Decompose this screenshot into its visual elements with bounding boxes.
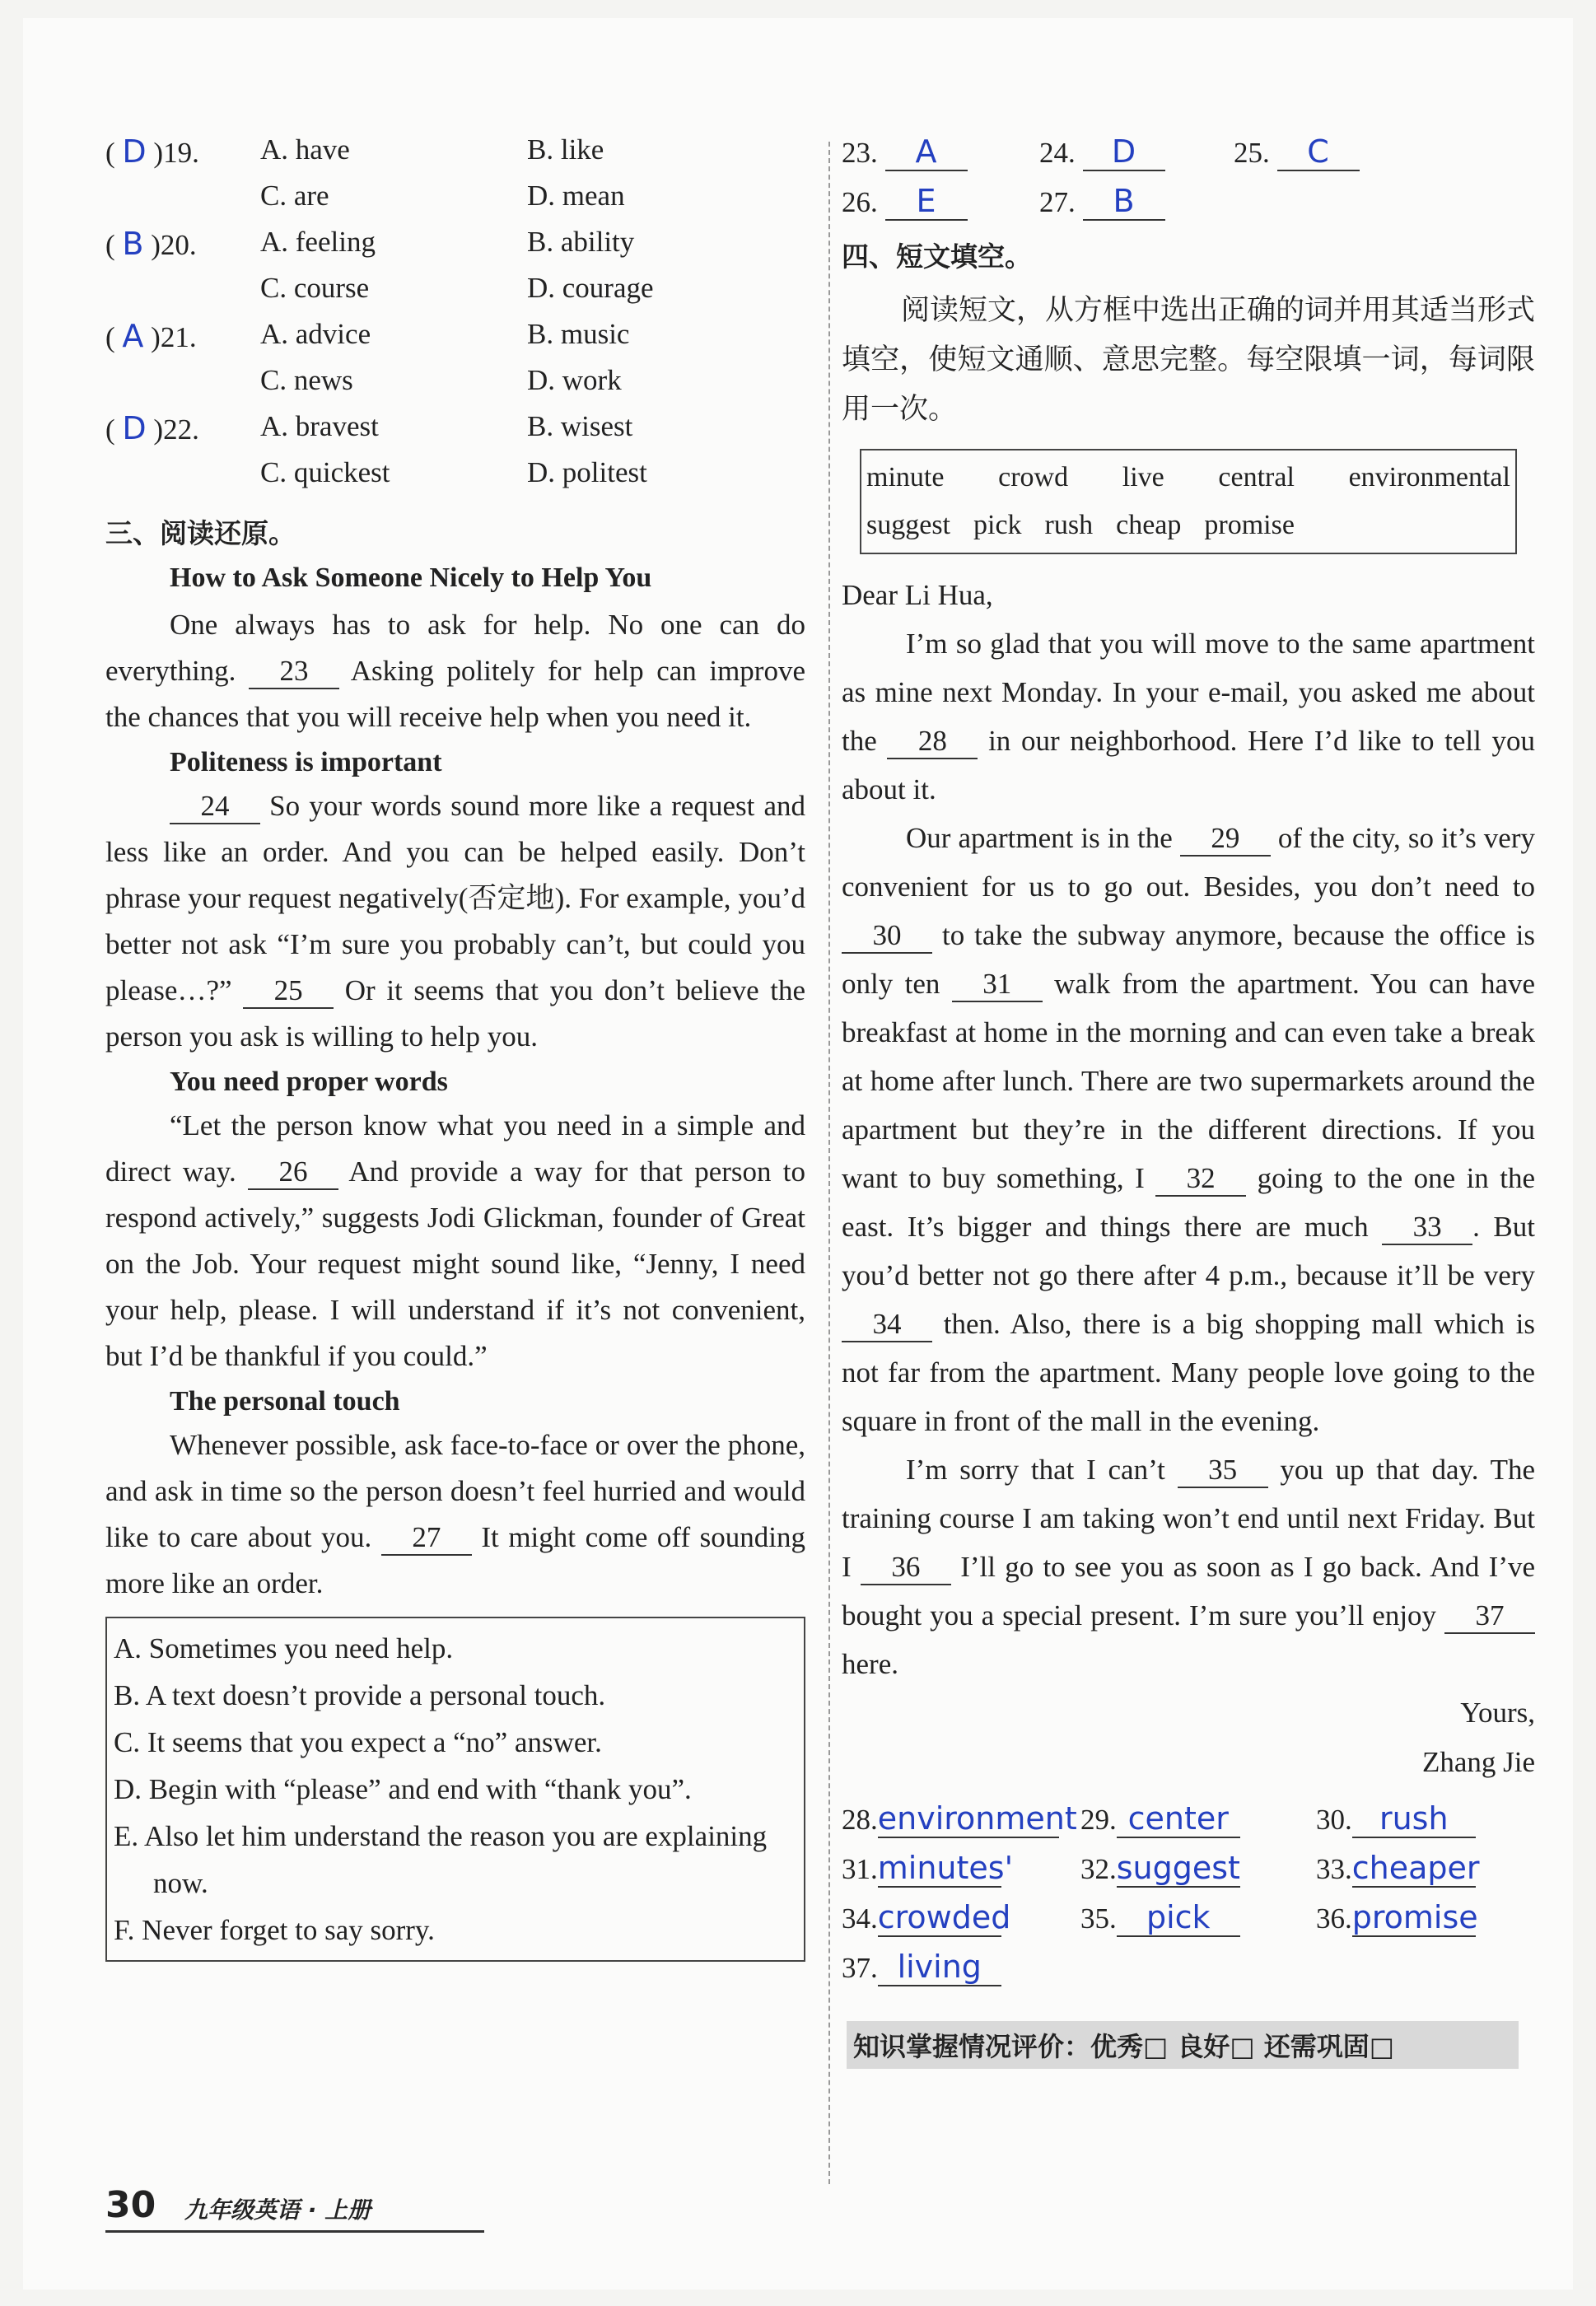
subheading: Politeness is important bbox=[170, 747, 442, 777]
mcq-block bbox=[105, 133, 805, 502]
answer-36: promise bbox=[1351, 1899, 1478, 1935]
mcq-row bbox=[105, 180, 805, 226]
option: B. music bbox=[527, 318, 630, 350]
option: A. feeling bbox=[260, 226, 376, 258]
option: C. course bbox=[260, 272, 370, 304]
answer-26: E bbox=[885, 183, 968, 221]
word: pick bbox=[973, 510, 1022, 540]
blank-28: 28 bbox=[887, 725, 978, 759]
mcq-row: ( D )22. A. bravest B. wisest bbox=[105, 410, 633, 446]
mcq-answer: D bbox=[122, 410, 147, 446]
mcq-row bbox=[105, 364, 805, 410]
option-item: C. It seems that you expect a “no” answer. bbox=[114, 1726, 602, 1758]
word: rush bbox=[1044, 510, 1094, 540]
option: D. courage bbox=[527, 272, 654, 304]
option-item: B. A text doesn’t provide a personal touch. bbox=[114, 1679, 606, 1711]
right-column bbox=[842, 133, 1535, 2069]
section-heading: 三、阅读还原。 bbox=[105, 517, 296, 549]
blank-36: 36 bbox=[861, 1551, 951, 1585]
paragraph: “Let the person know what you need in a simple and direct way. 26 And provide a way for that person to respond actively,” suggests Jodi Glickman, founder of Great on the Job. Your request might sound like, “Jenny, I need your help, please. I will understand if it’s not convenient, but I’d be thankful if you could.” bbox=[105, 1109, 805, 1372]
answer-23: A bbox=[885, 133, 968, 171]
word: minute bbox=[866, 462, 945, 492]
answers-section4: 28.environment 29. center 30. rush 31.minutes' 32.suggest 33.cheaper 34.crowded 35. pick 36.promise 37. living bbox=[842, 1800, 1480, 1985]
answer-37: living bbox=[878, 1949, 1001, 1986]
blank-37: 37 bbox=[1444, 1599, 1535, 1634]
word: promise bbox=[1204, 510, 1295, 540]
options-box bbox=[105, 1617, 805, 1962]
footer-rule bbox=[105, 2230, 484, 2233]
blank-34: 34 bbox=[842, 1308, 932, 1342]
option: C. quickest bbox=[260, 456, 390, 488]
blank-26: 26 bbox=[248, 1155, 338, 1190]
word: crowd bbox=[998, 462, 1069, 492]
mcq-row: ( A )21. A. advice B. music bbox=[105, 318, 630, 354]
paragraph: I’m sorry that I can’t 35 you up that day. The training course I am taking won’t end until next Friday. But I 36 I’ll go to see you as soon as I go back. And I’ve bought you a special present. I’m sure you’ll enjoy 37 here. bbox=[842, 1454, 1536, 1680]
instructions: 阅读短文，从方框中选出正确的词并用其适当形式填空，使短文通顺、意思完整。每空限填一词，每词限用一次。 bbox=[842, 294, 1536, 426]
answers-section3: 23. A 24. D 25. C 26. E 27. B bbox=[842, 133, 1535, 232]
paragraph: I’m so glad that you will move to the same apartment as mine next Monday. In your e-mail, you asked me about the 28 in our neighborhood. Here I’d like to tell you about it. bbox=[842, 628, 1536, 805]
left-column bbox=[105, 133, 805, 1962]
answer-33: cheaper bbox=[1351, 1850, 1480, 1886]
word: cheap bbox=[1116, 510, 1182, 540]
word: suggest bbox=[866, 510, 950, 540]
answer-25: C bbox=[1277, 133, 1360, 171]
answer-24: D bbox=[1083, 133, 1165, 171]
self-evaluation-bar: 知识掌握情况评价：优秀□ 良好□ 还需巩固□ bbox=[847, 2021, 1519, 2069]
blank-30: 30 bbox=[842, 919, 932, 954]
option: A. advice bbox=[260, 318, 371, 350]
passage-title: How to Ask Someone Nicely to Help You bbox=[170, 562, 652, 593]
word: environmental bbox=[1348, 462, 1510, 492]
answer-34: crowded bbox=[877, 1899, 1011, 1935]
option-item: F. Never forget to say sorry. bbox=[114, 1914, 435, 1946]
option-item: A. Sometimes you need help. bbox=[114, 1632, 454, 1664]
mcq-row bbox=[105, 456, 805, 502]
paragraph: Whenever possible, ask face-to-face or over the phone, and ask in time so the person doesn’t feel hurried and would like to care about you. 27 It might come off sounding more like an order. bbox=[105, 1429, 806, 1599]
option: C. are bbox=[260, 180, 329, 212]
mcq-answer: A bbox=[122, 318, 144, 354]
blank-27: 27 bbox=[381, 1521, 472, 1556]
answer-35: pick bbox=[1117, 1899, 1240, 1937]
option: C. news bbox=[260, 364, 353, 396]
greeting: Dear Li Hua, bbox=[842, 579, 993, 611]
signature: Zhang Jie bbox=[1421, 1746, 1535, 1778]
answer-28: environment bbox=[877, 1800, 1077, 1837]
blank-33: 33 bbox=[1382, 1211, 1472, 1245]
option: A. have bbox=[260, 133, 350, 166]
blank-23: 23 bbox=[249, 655, 339, 689]
option-item: D. Begin with “please” and end with “thank you”. bbox=[114, 1773, 692, 1805]
option-item: E. Also let him understand the reason you are explaining now. bbox=[114, 1820, 768, 1899]
word-box bbox=[860, 449, 1517, 554]
word: live bbox=[1122, 462, 1164, 492]
paragraph: One always has to ask for help. No one can do everything. 23 Asking politely for help can improve the chances that you will receive help when you need it. bbox=[105, 609, 805, 733]
blank-29: 29 bbox=[1180, 822, 1271, 857]
subheading: You need proper words bbox=[170, 1067, 448, 1097]
option: D. politest bbox=[527, 456, 647, 488]
mcq-answer: B bbox=[122, 226, 144, 262]
answer-29: center bbox=[1117, 1800, 1240, 1838]
letter bbox=[842, 571, 1535, 1787]
blank-32: 32 bbox=[1155, 1162, 1246, 1197]
blank-31: 31 bbox=[952, 968, 1043, 1002]
mcq-row: ( B )20. A. feeling B. ability bbox=[105, 226, 635, 262]
closing: Yours, bbox=[1460, 1697, 1535, 1729]
mcq-answer: D bbox=[122, 133, 147, 170]
blank-24: 24 bbox=[170, 790, 260, 824]
word: central bbox=[1218, 462, 1295, 492]
answer-31: minutes' bbox=[877, 1850, 1014, 1886]
option: D. mean bbox=[527, 180, 625, 212]
option: D. work bbox=[527, 364, 622, 396]
answer-32: suggest bbox=[1116, 1850, 1240, 1886]
option: B. wisest bbox=[527, 410, 633, 442]
option: B. ability bbox=[527, 226, 635, 258]
mcq-row: ( D )19. A. have B. like bbox=[105, 133, 604, 170]
page-number: 30 bbox=[105, 2184, 156, 2226]
subheading: The personal touch bbox=[170, 1386, 400, 1417]
paragraph: 24 So your words sound more like a request and less like an order. And you can be helped easily. Don’t phrase your request negatively(否定地). For example, you’d better not ask “I’m sure you probably can’t, but could you please…?” 25 Or it seems that you don’t believe the person you ask is willing to help you. bbox=[105, 790, 806, 1053]
answer-30: rush bbox=[1352, 1800, 1476, 1838]
column-divider bbox=[828, 142, 830, 2184]
option: B. like bbox=[527, 133, 604, 166]
paragraph: Our apartment is in the 29 of the city, so it’s very convenient for us to go out. Besides, you don’t need to 30 to take the subway anymore, because the office is only ten 31 walk from the apartment. You can have breakfast at home in the morning and can even take a break at home after lunch. There are two supermarkets around the apartment but they’re in the different directions. If you want to buy something, I 32 going to the one in the east. It’s bigger and things there are much 33 . But you’d better not go there after 4 p.m., because it’ll be very 34 then. Also, there is a big shopping mall which is not far from the apartment. Many people love going to the square in front of the mall in the evening. bbox=[842, 822, 1536, 1437]
option: A. bravest bbox=[260, 410, 379, 442]
blank-25: 25 bbox=[243, 974, 334, 1009]
workbook-page bbox=[23, 18, 1573, 2290]
answer-27: B bbox=[1083, 183, 1165, 221]
blank-35: 35 bbox=[1178, 1454, 1268, 1488]
section-heading: 四、短文填空。 bbox=[842, 240, 1032, 273]
page-footer bbox=[105, 2184, 484, 2234]
book-label: 九年级英语 · 上册 bbox=[184, 2196, 371, 2224]
mcq-row bbox=[105, 272, 805, 318]
